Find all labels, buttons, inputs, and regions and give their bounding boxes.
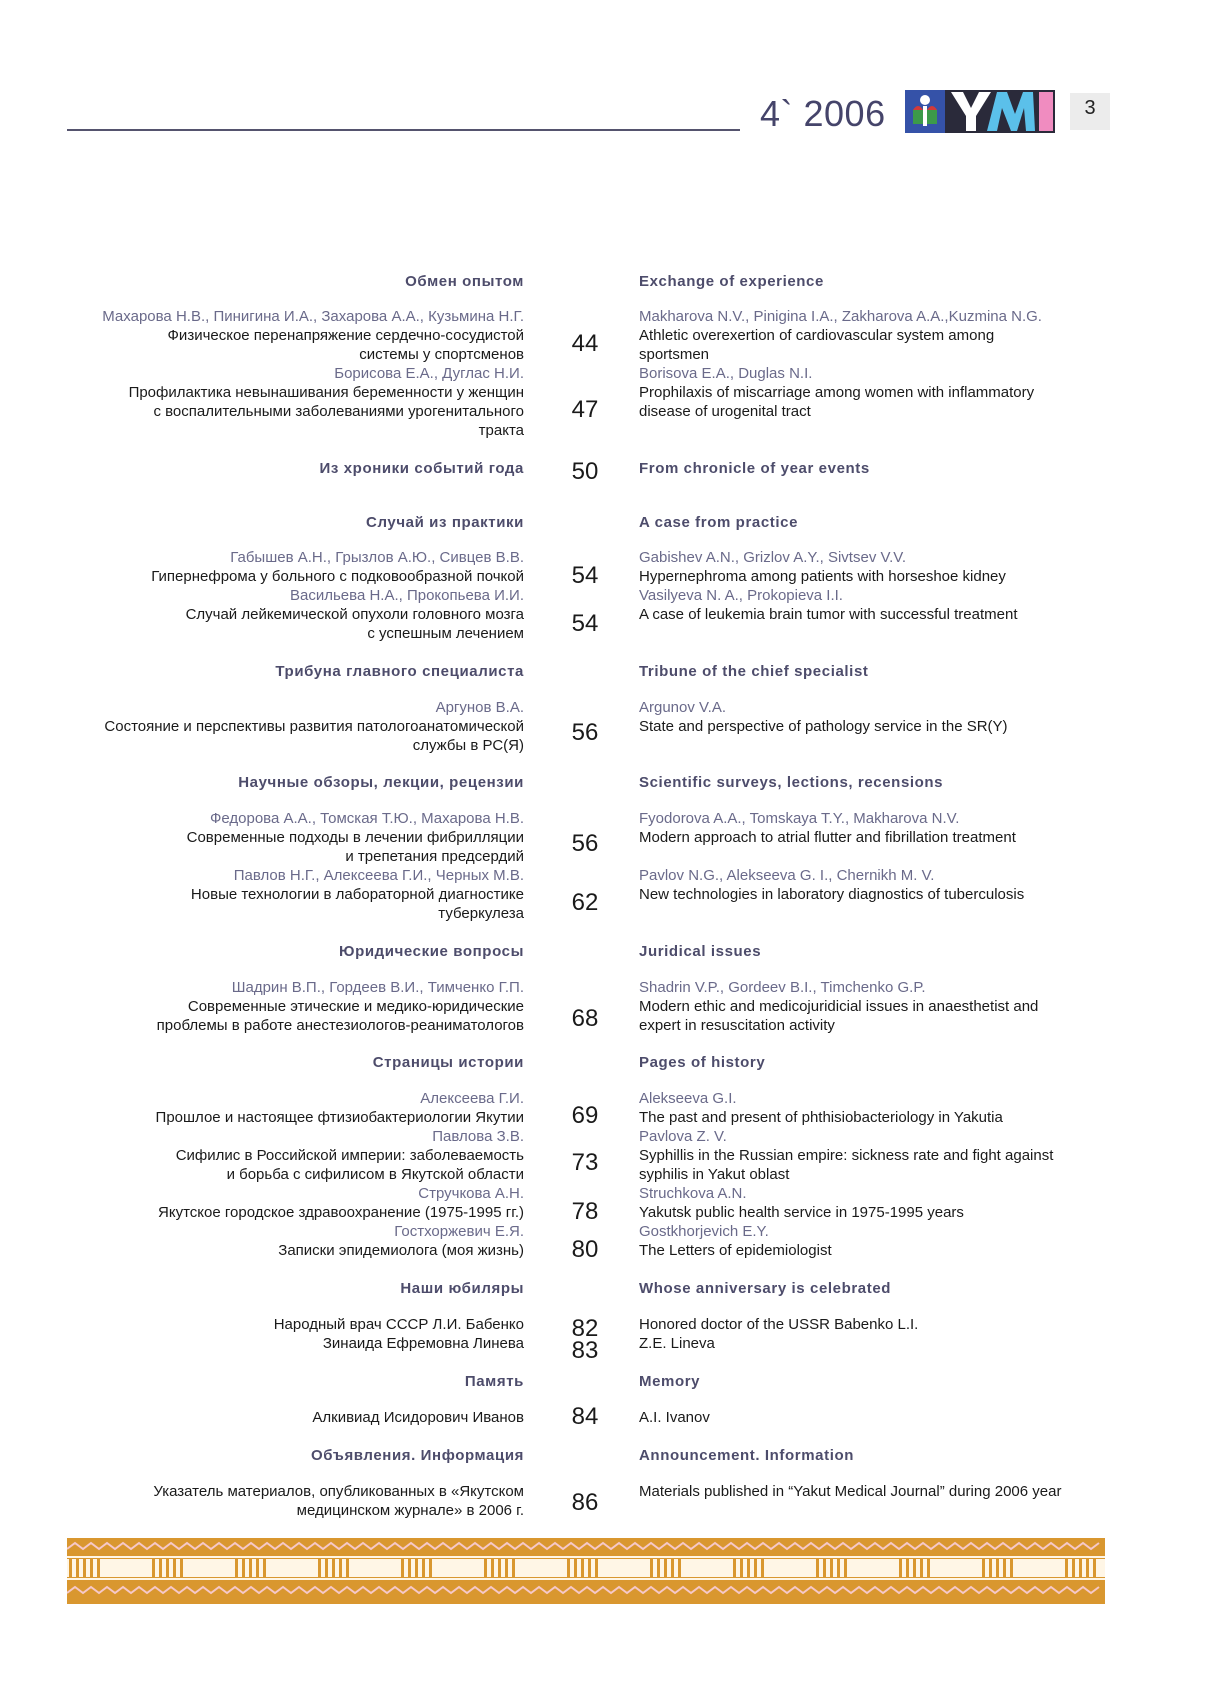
section-heading-en: Pages of history (639, 1054, 766, 1071)
article-title-ru: Новые технологии в лабораторной диагностике (190, 886, 524, 903)
article-title-ru: Состояние и перспективы развития патологоанатомической (104, 718, 524, 735)
section-heading-ru: Случай из практики (366, 514, 524, 531)
article-author-en: Argunov V.A. (639, 699, 727, 716)
article-title-ru: Современные подходы в лечении фибрилляции (186, 829, 524, 846)
article-author-ru: Гостхоржевич Е.Я. (394, 1223, 524, 1240)
section-heading-en: Exchange of experience (639, 273, 824, 290)
section-heading-ru: Страницы истории (372, 1054, 524, 1071)
page-reference[interactable]: 83 (571, 1337, 599, 1364)
page-reference[interactable]: 62 (571, 889, 599, 916)
page-reference[interactable]: 86 (571, 1489, 599, 1516)
article-title-ru: и борьба с сифилисом в Якутской области (226, 1166, 524, 1183)
article-title-ru: тракта (478, 422, 524, 439)
page-reference[interactable]: 69 (571, 1102, 599, 1129)
article-title-en: Materials published in “Yakut Medical Journal” during 2006 year (639, 1483, 1062, 1500)
page-number: 3 (1070, 93, 1110, 130)
page-reference[interactable]: 47 (571, 396, 599, 423)
article-title-en: Modern ethic and medicojuridicial issues in anaesthetist and (639, 998, 1039, 1015)
article-author-ru: Алексеева Г.И. (420, 1090, 524, 1107)
article-title-ru: медицинском журнале» в 2006 г. (296, 1502, 524, 1519)
article-author-en: Vasilyeva N. A., Prokopieva I.I. (639, 587, 843, 604)
article-title-en: disease of urogenital tract (639, 403, 811, 420)
article-author-ru: Шадрин В.П., Гордеев В.И., Тимченко Г.П. (231, 979, 524, 996)
section-heading-ru: Обмен опытом (405, 273, 524, 290)
article-title-en: Syphillis in the Russian empire: sickness rate and fight against (639, 1147, 1054, 1164)
article-title-en: A.I. Ivanov (639, 1409, 710, 1426)
article-title-ru: Народный врач СССР Л.И. Бабенко (273, 1316, 524, 1333)
article-title-ru: Сифилис в Российской империи: заболеваемость (175, 1147, 524, 1164)
article-author-en: Borisova E.A., Duglas N.I. (639, 365, 813, 382)
page-reference[interactable]: 50 (571, 458, 599, 485)
page-reference[interactable]: 54 (571, 562, 599, 589)
page-reference[interactable]: 68 (571, 1005, 599, 1032)
section-heading-ru: Юридические вопросы (339, 943, 524, 960)
article-author-ru: Габышев А.Н., Грызлов А.Ю., Сивцев В.В. (230, 549, 524, 566)
article-title-ru: Прошлое и настоящее фтизиобактериологии Якутии (155, 1109, 524, 1126)
article-author-en: Gostkhorjevich E.Y. (639, 1223, 769, 1240)
article-author-ru: Павлов Н.Г., Алексеева Г.И., Черных М.В. (233, 867, 524, 884)
article-title-ru: системы у спортсменов (359, 346, 524, 363)
article-title-en: The past and present of phthisiobacteriology in Yakutia (639, 1109, 1003, 1126)
page-reference[interactable]: 73 (571, 1149, 599, 1176)
article-author-ru: Васильева Н.А., Прокопьева И.И. (290, 587, 524, 604)
article-title-en: The Letters of epidemiologist (639, 1242, 832, 1259)
journal-logo (905, 90, 1055, 133)
section-heading-en: From chronicle of year events (639, 460, 870, 477)
article-title-en: State and perspective of pathology service in the SR(Y) (639, 718, 1008, 735)
section-heading-ru: Наши юбиляры (400, 1280, 524, 1297)
article-author-ru: Павлова З.В. (432, 1128, 524, 1145)
article-title-en: Honored doctor of the USSR Babenko L.I. (639, 1316, 919, 1333)
article-author-en: Fyodorova A.A., Tomskaya T.Y., Makharova N.V. (639, 810, 960, 827)
article-author-en: Struchkova A.N. (639, 1185, 747, 1202)
section-heading-en: Announcement. Information (639, 1447, 854, 1464)
page-reference[interactable]: 84 (571, 1403, 599, 1430)
article-title-en: Yakutsk public health service in 1975-1995 years (639, 1204, 964, 1221)
article-title-ru: с успешным лечением (367, 625, 524, 642)
issue-number: 4` 2006 (760, 93, 886, 134)
page-reference[interactable]: 54 (571, 610, 599, 637)
article-title-en: Hypernephroma among patients with horseshoe kidney (639, 568, 1006, 585)
article-author-ru: Федорова А.А., Томская Т.Ю., Махарова Н.В. (209, 810, 524, 827)
article-title-en: syphilis in Yakut oblast (639, 1166, 790, 1183)
section-heading-ru: Память (464, 1373, 524, 1390)
page-reference[interactable]: 44 (571, 330, 599, 357)
section-heading-en: Tribune of the chief specialist (639, 663, 869, 680)
section-heading-en: Memory (639, 1373, 701, 1390)
article-title-ru: Указатель материалов, опубликованных в «Якутском (153, 1483, 524, 1500)
article-title-ru: Профилактика невынашивания беременности у женщин (128, 384, 524, 401)
article-title-ru: Зинаида Ефремовна Линева (322, 1335, 524, 1352)
decorative-ornament-border (67, 1538, 1105, 1604)
article-title-ru: и трепетания предсердий (345, 848, 524, 865)
article-title-en: Prophilaxis of miscarriage among women with inflammatory (639, 384, 1035, 401)
article-title-en: A case of leukemia brain tumor with successful treatment (639, 606, 1018, 623)
article-title-ru: Современные этические и медико-юридические (187, 998, 524, 1015)
section-heading-ru: Объявления. Информация (310, 1447, 524, 1464)
page-reference[interactable]: 80 (571, 1236, 599, 1263)
article-title-en: New technologies in laboratory diagnostics of tuberculosis (639, 886, 1025, 903)
article-author-en: Gabishev A.N., Grizlov A.Y., Sivtsev V.V. (639, 549, 907, 566)
section-heading-en: Scientific surveys, lections, recensions (639, 774, 944, 791)
article-author-en: Makharova N.V., Pinigina I.A., Zakharova A.A.,Kuzmina N.G. (639, 308, 1042, 325)
page-reference[interactable]: 56 (571, 719, 599, 746)
article-title-ru: Якутское городское здравоохранение (1975-1995 гг.) (158, 1204, 524, 1221)
article-title-en: Athletic overexertion of cardiovascular system among (639, 327, 995, 344)
article-author-ru: Махарова Н.В., Пинигина И.А., Захарова А.А., Кузьмина Н.Г. (102, 308, 524, 325)
section-heading-ru: Из хроники событий года (319, 460, 524, 477)
article-title-en: Z.E. Lineva (639, 1335, 715, 1352)
article-title-ru: Физическое перенапряжение сердечно-сосудистой (167, 327, 524, 344)
article-title-ru: Случай лейкемической опухоли головного мозга (185, 606, 524, 623)
article-title-en: sportsmen (639, 346, 710, 363)
section-heading-en: Juridical issues (639, 943, 762, 960)
article-title-en: expert in resuscitation activity (639, 1017, 835, 1034)
section-heading-en: A case from practice (639, 514, 799, 531)
header-rule (67, 129, 740, 131)
article-title-ru: службы в РС(Я) (412, 737, 524, 754)
article-author-ru: Борисова Е.А., Дуглас Н.И. (334, 365, 524, 382)
section-heading-en: Whose anniversary is celebrated (639, 1280, 892, 1297)
article-author-ru: Аргунов В.А. (435, 699, 524, 716)
article-title-ru: с воспалительными заболеваниями урогенитального (153, 403, 524, 420)
article-title-ru: Записки эпидемиолога (моя жизнь) (278, 1242, 524, 1259)
article-author-en: Shadrin V.P., Gordeev B.I., Timchenko G.P. (639, 979, 926, 996)
page-reference[interactable]: 56 (571, 830, 599, 857)
article-author-en: Pavlova Z. V. (639, 1128, 727, 1145)
page-reference[interactable]: 78 (571, 1198, 599, 1225)
article-author-en: Pavlov N.G., Alekseeva G. I., Chernikh M. V. (639, 867, 935, 884)
article-title-ru: Алкивиад Исидорович Иванов (312, 1409, 524, 1426)
article-author-ru: Стручкова А.Н. (418, 1185, 524, 1202)
section-heading-ru: Научные обзоры, лекции, рецензии (238, 774, 524, 791)
page-reference[interactable]: 82 (571, 1315, 599, 1342)
article-author-en: Alekseeva G.I. (639, 1090, 737, 1107)
article-title-en: Modern approach to atrial flutter and fibrillation treatment (639, 829, 1016, 846)
article-title-ru: туберкулеза (438, 905, 524, 922)
article-title-ru: Гипернефрома у больного с подковообразной почкой (151, 568, 524, 585)
article-title-ru: проблемы в работе анестезиологов-реаниматологов (156, 1017, 524, 1034)
section-heading-ru: Трибуна главного специалиста (275, 663, 524, 680)
